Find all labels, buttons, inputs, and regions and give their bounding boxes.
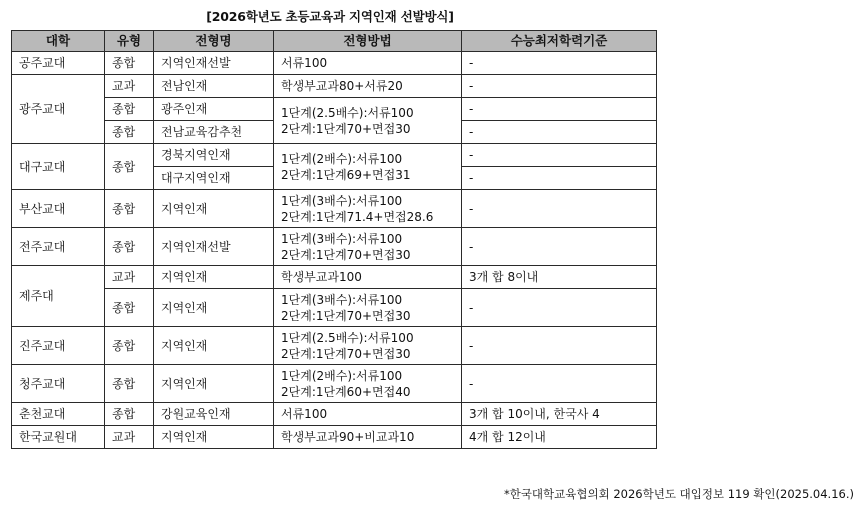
cell-csat-minimum: - (462, 190, 657, 228)
cell-csat-minimum: - (462, 365, 657, 403)
cell-admission-name: 광주인재 (154, 98, 274, 121)
cell-university: 청주교대 (12, 365, 105, 403)
method-line: 2단계:1단계69+면접31 (281, 167, 411, 182)
cell-admission-name: 지역인재 (154, 289, 274, 327)
header-csat-minimum: 수능최저학력기준 (462, 31, 657, 52)
table-row (12, 266, 657, 289)
method-line: 1단계(3배수):서류100 (281, 292, 403, 307)
cell-type: 교과 (105, 426, 154, 449)
cell-type: 종합 (105, 144, 154, 190)
cell-csat-minimum: - (462, 289, 657, 327)
cell-admission-name: 지역인재 (154, 365, 274, 403)
cell-csat-minimum: - (462, 75, 657, 98)
table-row (12, 98, 657, 121)
cell-admission-method (274, 190, 462, 228)
cell-admission-method (274, 327, 462, 365)
cell-csat-minimum: 3개 합 10이내, 한국사 4 (462, 403, 657, 426)
cell-admission-method (274, 144, 462, 190)
cell-university: 제주대 (12, 266, 105, 327)
method-line: 2단계:1단계71.4+면접28.6 (281, 209, 434, 224)
table-row (12, 289, 657, 327)
cell-admission-method: 학생부교과100 (274, 266, 462, 289)
cell-admission-method: 학생부교과80+서류20 (274, 75, 462, 98)
cell-admission-method (274, 365, 462, 403)
table-row (12, 426, 657, 449)
method-line: 1단계(3배수):서류100 (281, 193, 403, 208)
table-row (12, 190, 657, 228)
method-line: 2단계:1단계70+면접30 (281, 121, 411, 136)
cell-csat-minimum: - (462, 327, 657, 365)
table-title: [2026학년도 초등교육과 지역인재 선발방식] (206, 9, 454, 24)
cell-admission-name: 전남인재 (154, 75, 274, 98)
table-row (12, 365, 657, 403)
cell-admission-name: 지역인재 (154, 266, 274, 289)
table-header-row (12, 31, 657, 52)
cell-admission-name: 대구지역인재 (154, 167, 274, 190)
cell-university: 한국교원대 (12, 426, 105, 449)
method-line: 1단계(2.5배수):서류100 (281, 105, 414, 120)
cell-type: 종합 (105, 121, 154, 144)
cell-csat-minimum: - (462, 98, 657, 121)
cell-csat-minimum: - (462, 52, 657, 75)
cell-type: 종합 (105, 327, 154, 365)
cell-type: 종합 (105, 403, 154, 426)
cell-csat-minimum: - (462, 144, 657, 167)
cell-csat-minimum: 3개 합 8이내 (462, 266, 657, 289)
method-line: 1단계(2.5배수):서류100 (281, 330, 414, 345)
cell-university: 부산교대 (12, 190, 105, 228)
cell-university: 대구교대 (12, 144, 105, 190)
cell-csat-minimum: 4개 합 12이내 (462, 426, 657, 449)
cell-type: 종합 (105, 190, 154, 228)
cell-type: 종합 (105, 98, 154, 121)
cell-csat-minimum: - (462, 228, 657, 266)
cell-csat-minimum: - (462, 167, 657, 190)
table-row (12, 403, 657, 426)
header-university: 대학 (12, 31, 105, 52)
table-row (12, 228, 657, 266)
method-line: 2단계:1단계60+면접40 (281, 384, 411, 399)
cell-admission-name: 경북지역인재 (154, 144, 274, 167)
method-line: 2단계:1단계70+면접30 (281, 308, 411, 323)
cell-university: 공주교대 (12, 52, 105, 75)
table-row (12, 144, 657, 167)
cell-admission-name: 지역인재선발 (154, 228, 274, 266)
cell-admission-method (274, 228, 462, 266)
header-type: 유형 (105, 31, 154, 52)
cell-university: 진주교대 (12, 327, 105, 365)
table-row (12, 52, 657, 75)
cell-type: 종합 (105, 228, 154, 266)
cell-type: 교과 (105, 266, 154, 289)
cell-type: 종합 (105, 365, 154, 403)
cell-admission-method: 서류100 (274, 52, 462, 75)
method-line: 1단계(2배수):서류100 (281, 151, 403, 166)
cell-type: 교과 (105, 75, 154, 98)
table-row (12, 327, 657, 365)
source-note: *한국대학교육협의회 2026학년도 대입정보 119 확인(2025.04.16.) (503, 487, 854, 501)
method-line: 2단계:1단계70+면접30 (281, 247, 411, 262)
method-line: 1단계(3배수):서류100 (281, 231, 403, 246)
header-admission-name: 전형명 (154, 31, 274, 52)
cell-university: 춘천교대 (12, 403, 105, 426)
method-line: 1단계(2배수):서류100 (281, 368, 403, 383)
admission-table (11, 30, 657, 449)
cell-csat-minimum: - (462, 121, 657, 144)
method-line: 2단계:1단계70+면접30 (281, 346, 411, 361)
cell-admission-method: 서류100 (274, 403, 462, 426)
table-row (12, 75, 657, 98)
cell-type: 종합 (105, 52, 154, 75)
header-admission-method: 전형방법 (274, 31, 462, 52)
cell-admission-method: 학생부교과90+비교과10 (274, 426, 462, 449)
cell-admission-name: 전남교육감추천 (154, 121, 274, 144)
cell-university: 광주교대 (12, 75, 105, 144)
cell-admission-name: 지역인재선발 (154, 52, 274, 75)
cell-university: 전주교대 (12, 228, 105, 266)
cell-admission-name: 지역인재 (154, 426, 274, 449)
cell-admission-name: 지역인재 (154, 190, 274, 228)
cell-admission-name: 지역인재 (154, 327, 274, 365)
cell-admission-name: 강원교육인재 (154, 403, 274, 426)
cell-admission-method (274, 98, 462, 144)
cell-type: 종합 (105, 289, 154, 327)
cell-admission-method (274, 289, 462, 327)
